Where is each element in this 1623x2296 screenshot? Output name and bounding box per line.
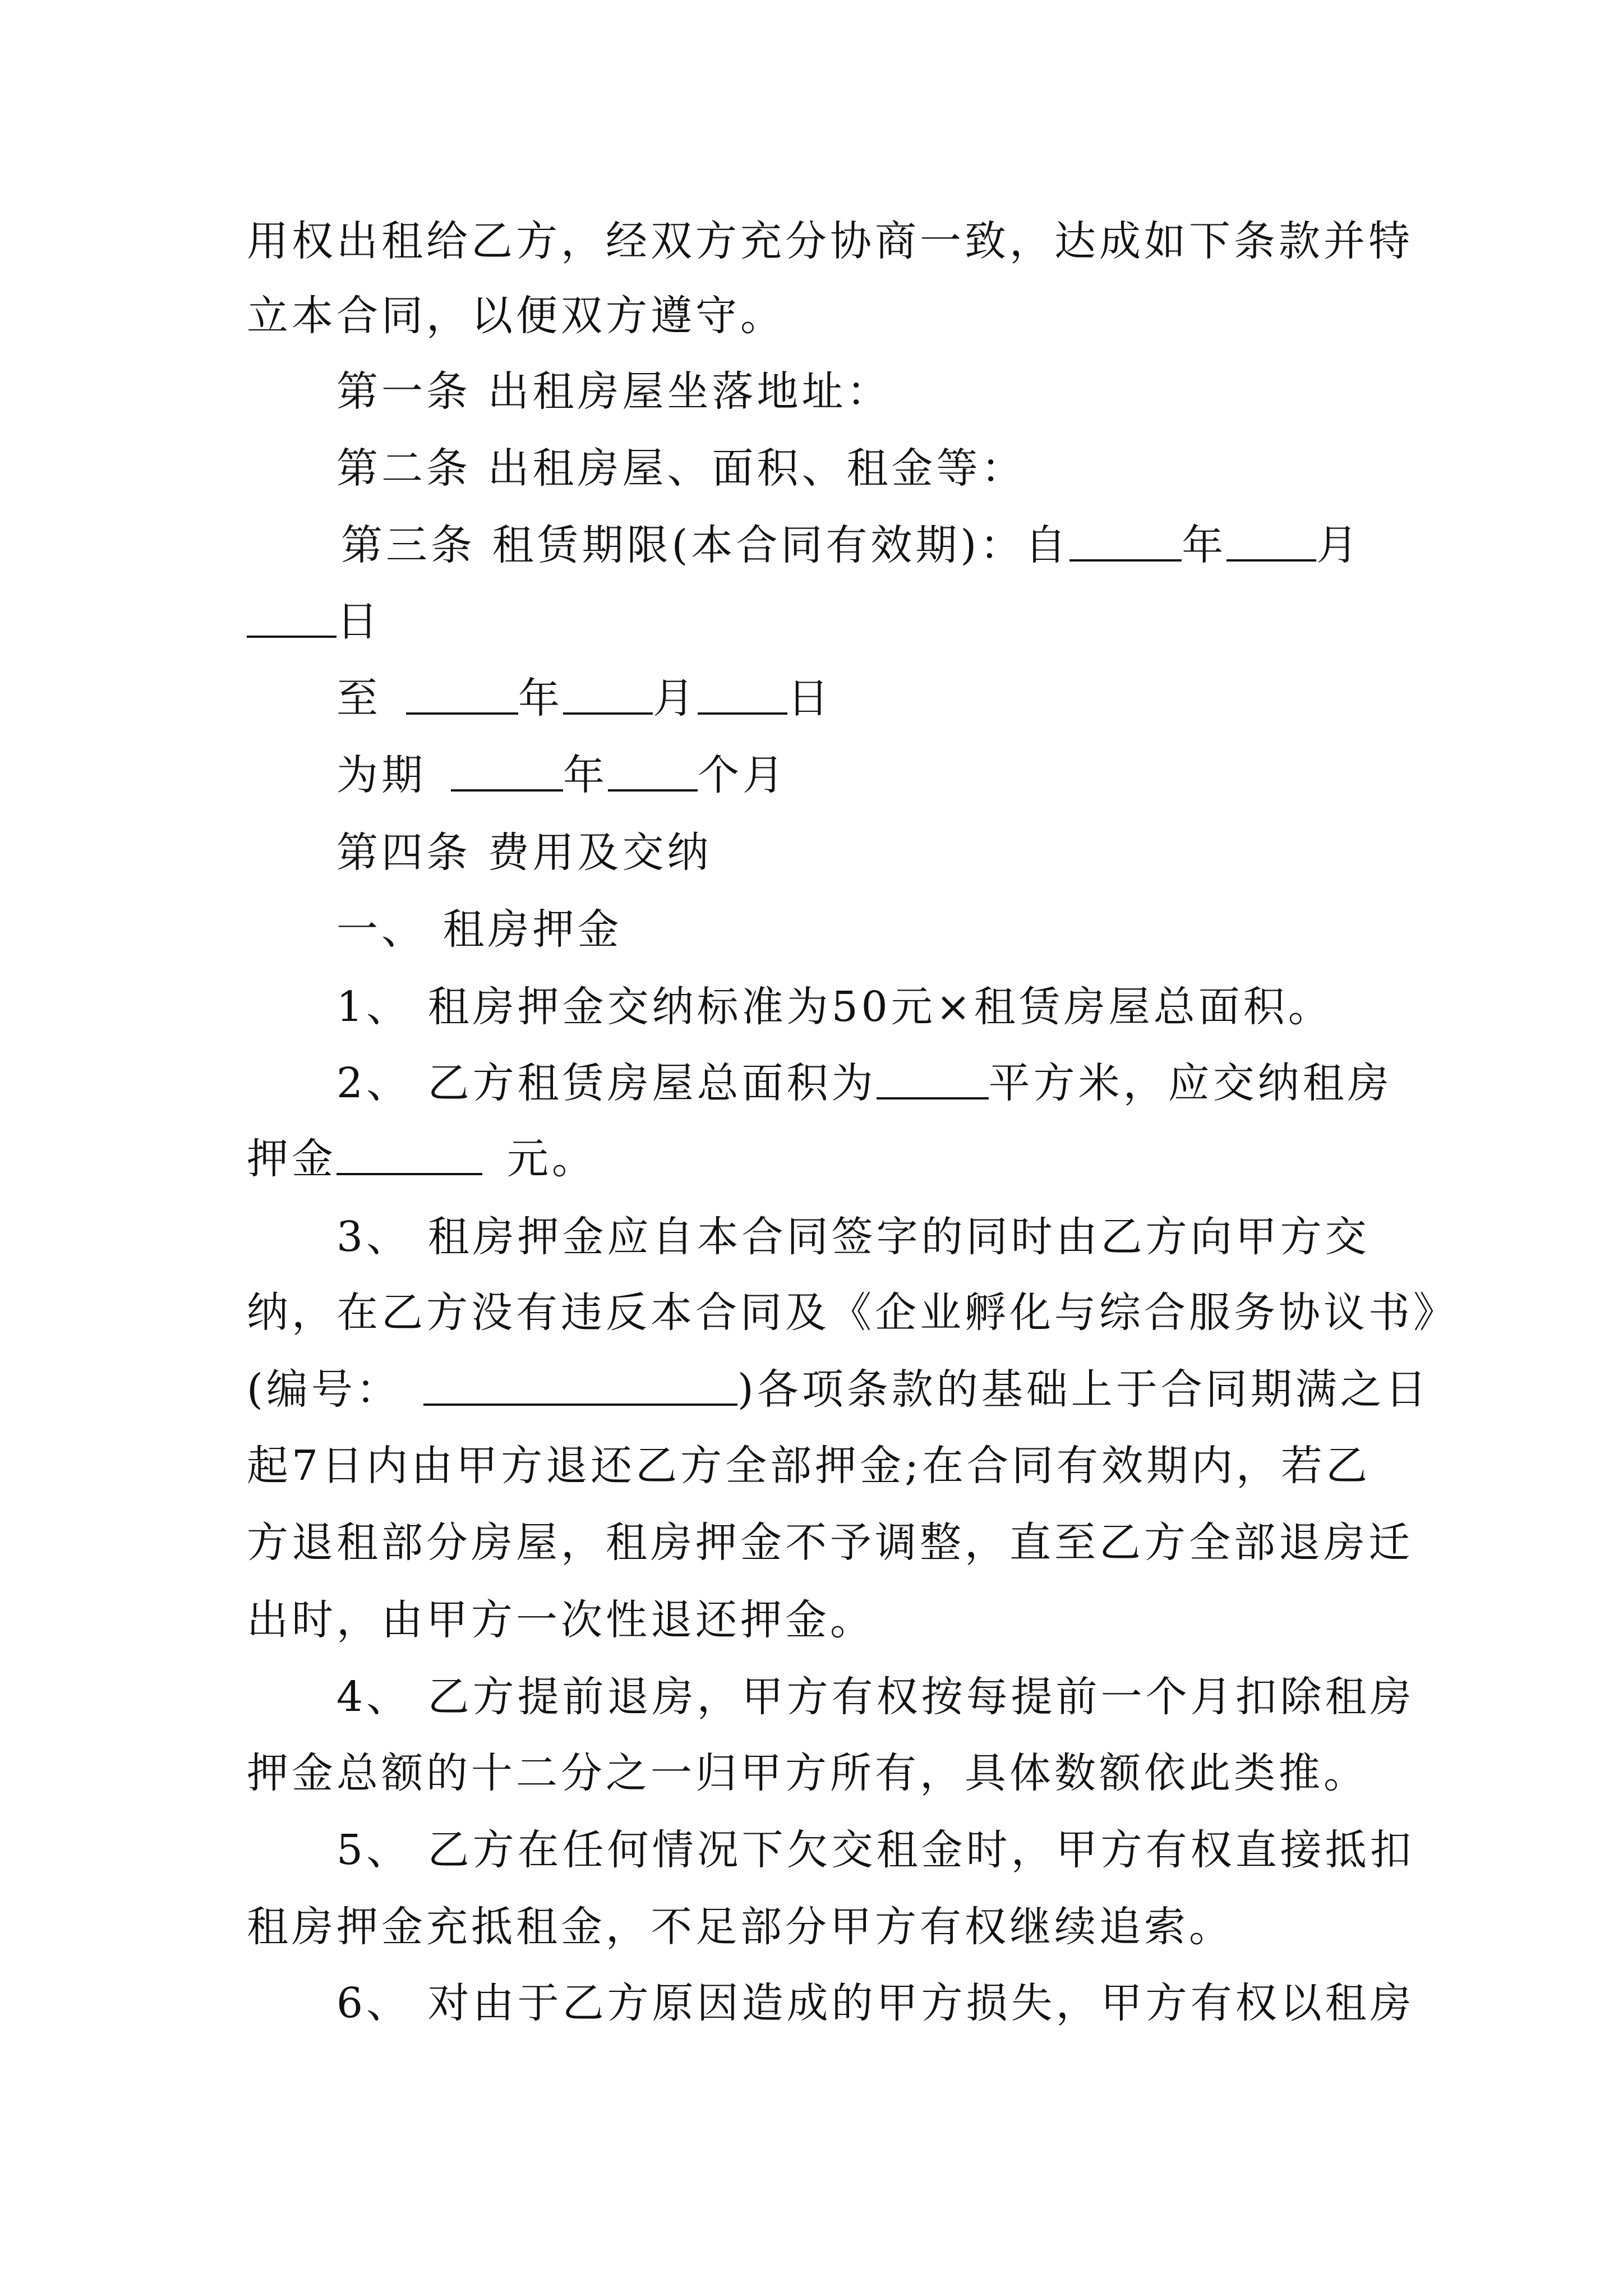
year-blank <box>1069 519 1182 562</box>
item-5-line-1: 5、 乙方在任何情况下欠交租金时，甲方有权直接抵扣 <box>336 1826 1415 1874</box>
term-end-line <box>336 670 832 726</box>
period-year-blank <box>451 749 563 792</box>
item-4-line-1: 4、 乙方提前退房，甲方有权按每提前一个月扣除租房 <box>336 1673 1415 1721</box>
deposit-amount-blank <box>336 1133 482 1175</box>
deposit-label: 押金 <box>247 1135 336 1183</box>
area-blank <box>877 1057 989 1099</box>
end-year-label: 年 <box>518 674 563 723</box>
day-label: 日 <box>336 597 381 646</box>
agreement-number-blank <box>423 1363 737 1406</box>
item-3-line-5: 方退租部分房屋，租房押金不予调整，直至乙方全部退房迁 <box>247 1519 1413 1567</box>
section-1-heading: 一、 租房押金 <box>336 905 623 954</box>
day-blank <box>247 595 336 638</box>
item-2-line-2 <box>247 1131 597 1187</box>
item-4-line-2: 押金总额的十二分之一归甲方所有，具体数额依此类推。 <box>247 1749 1368 1797</box>
paragraph-line: 用权出租给乙方，经双方充分协商一致，达成如下条款并特 <box>247 217 1413 265</box>
item-6-line-1: 6、 对由于乙方原因造成的甲方损失，甲方有权以租房 <box>336 1979 1415 2027</box>
item-5-line-2: 租房押金充抵租金，不足部分甲方有权继续追索。 <box>247 1903 1234 1951</box>
item-2-suffix: 平方米，应交纳租房 <box>988 1059 1393 1107</box>
item-3-line-3-suffix: )各项条款的基础上于合同期满之日 <box>737 1365 1430 1414</box>
end-month-label: 月 <box>653 674 698 723</box>
item-1: 1、 租房押金交纳标准为50元×租赁房屋总面积。 <box>336 983 1333 1031</box>
item-3-no-label: (编号： <box>247 1365 401 1414</box>
item-3-line-1: 3、 租房押金应自本合同签字的同时由乙方向甲方交 <box>336 1213 1370 1261</box>
period-label: 为期 <box>336 751 426 799</box>
article-3-label: 第三条 租赁期限(本合同有效期)：自 <box>341 521 1070 569</box>
end-day-blank <box>698 672 787 715</box>
end-day-label: 日 <box>787 674 832 723</box>
article-3-heading <box>341 517 1361 573</box>
month-blank <box>1227 519 1316 562</box>
month-label: 月 <box>1316 521 1362 569</box>
item-2-prefix: 2、 乙方租赁房屋总面积为 <box>336 1059 877 1107</box>
article-3-continuation <box>247 593 381 650</box>
to-label: 至 <box>336 674 381 723</box>
item-3-line-6: 出时，由甲方一次性退还押金。 <box>247 1596 875 1644</box>
term-period-line <box>336 747 787 803</box>
period-year-label: 年 <box>563 751 608 799</box>
item-2-line-1 <box>336 1055 1393 1111</box>
article-2-heading: 第二条 出租房屋、面积、租金等： <box>336 444 1026 493</box>
item-3-line-4: 起7日内由甲方退还乙方全部押金;在合同有效期内，若乙 <box>247 1442 1371 1490</box>
item-3-line-2: 纳，在乙方没有违反本合同及《企业孵化与综合服务协议书》 <box>247 1289 1458 1337</box>
period-month-blank <box>608 749 698 792</box>
period-months-label: 个月 <box>698 751 787 799</box>
year-label: 年 <box>1182 521 1227 569</box>
end-year-blank <box>406 672 518 715</box>
paragraph-line: 立本合同，以便双方遵守。 <box>247 292 785 340</box>
article-4-heading: 第四条 费用及交纳 <box>336 829 712 877</box>
end-month-blank <box>563 672 653 715</box>
item-3-line-3 <box>247 1361 1430 1418</box>
article-1-heading: 第一条 出租房屋坐落地址： <box>336 367 892 416</box>
yuan-label: 元。 <box>507 1135 597 1183</box>
